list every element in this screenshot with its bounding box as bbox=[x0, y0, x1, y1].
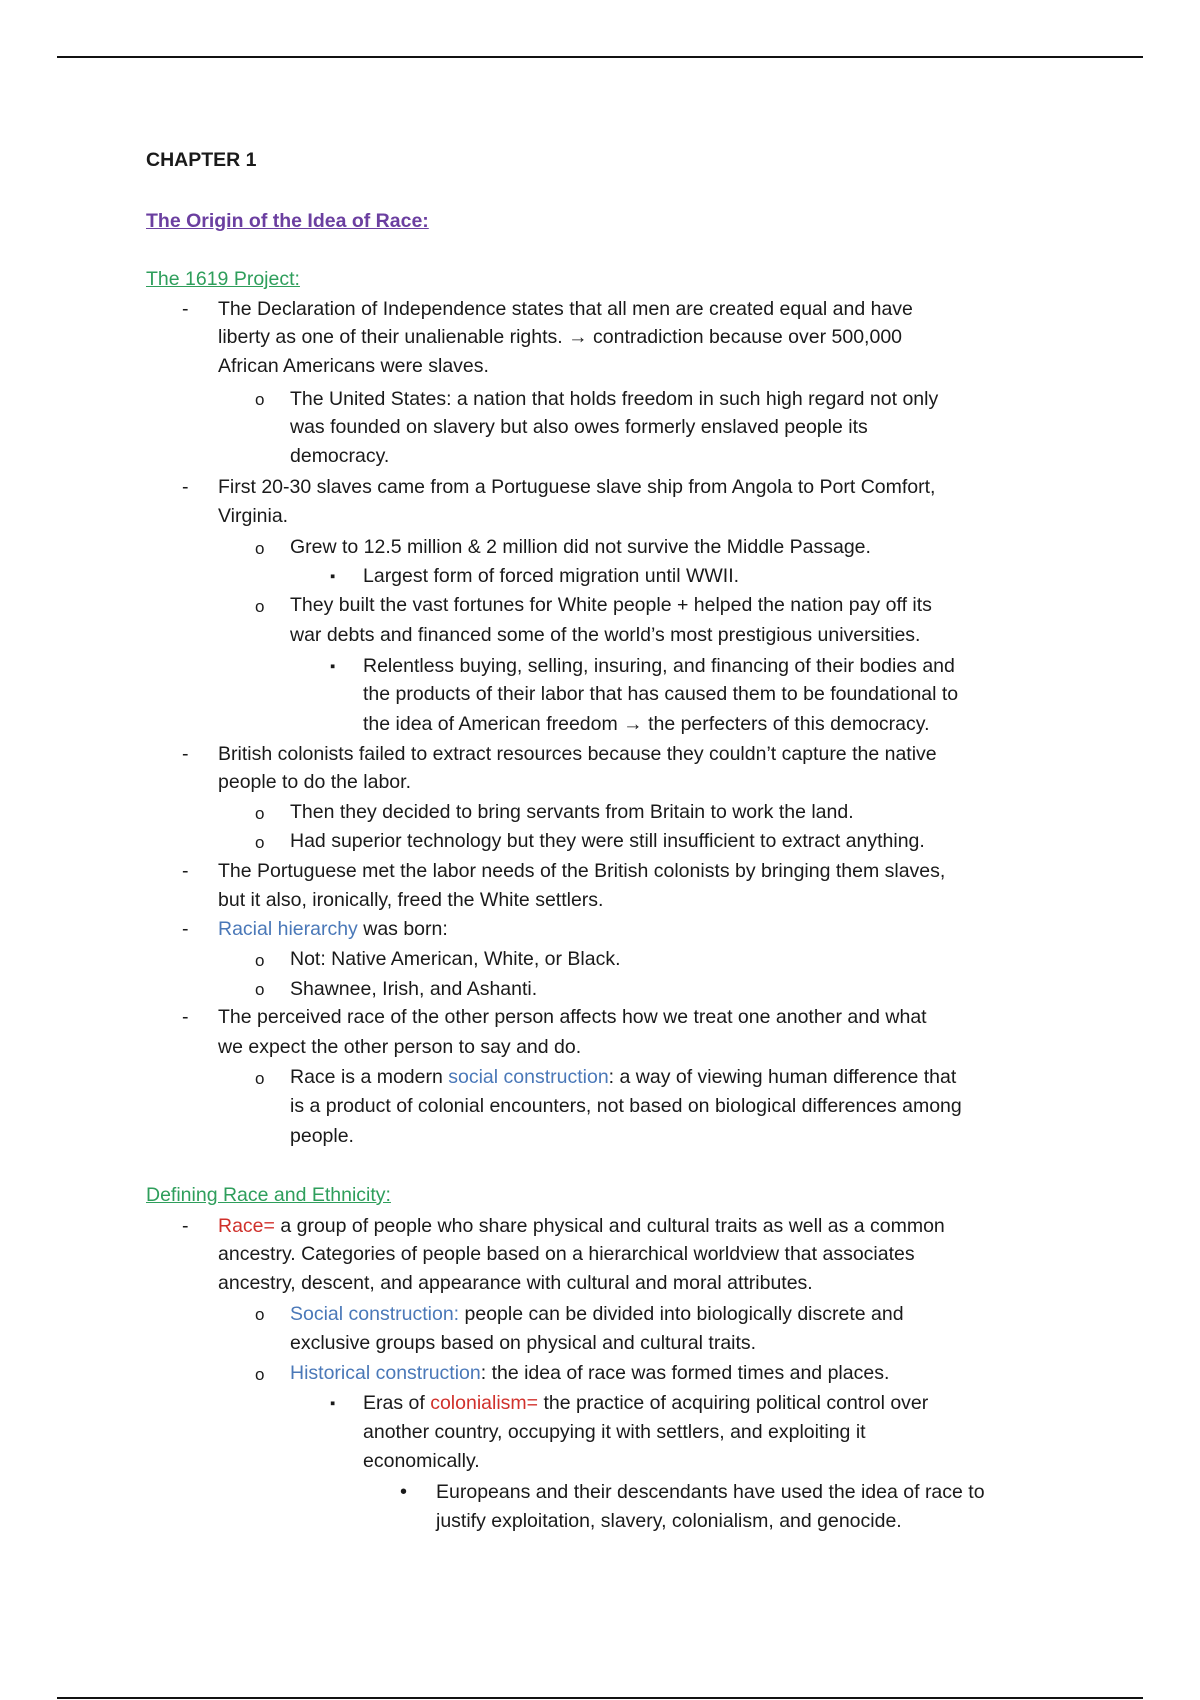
circle-bullet: o bbox=[255, 539, 265, 558]
dash-bullet: - bbox=[182, 918, 189, 940]
list-item: Largest form of forced migration until WWII. bbox=[363, 565, 740, 587]
dash-bullet: - bbox=[182, 1006, 189, 1028]
list-item: ancestry. Categories of people based on a hierarchical worldview that associates bbox=[218, 1243, 915, 1265]
term-racial-hierarchy: Racial hierarchy bbox=[218, 918, 358, 940]
list-item bbox=[290, 1063, 956, 1091]
circle-bullet: o bbox=[255, 1305, 265, 1324]
list-item: is a product of colonial encounters, not based on biological differences among bbox=[290, 1095, 962, 1117]
circle-bullet: o bbox=[255, 390, 265, 409]
circle-bullet: o bbox=[255, 980, 265, 999]
term-historical-construction: Historical construction bbox=[290, 1362, 481, 1384]
list-item: Grew to 12.5 million & 2 million did not survive the Middle Passage. bbox=[290, 536, 871, 558]
square-bullet: ▪ bbox=[330, 568, 336, 585]
list-item bbox=[363, 1389, 928, 1417]
list-item: another country, occupying it with settlers, and exploiting it bbox=[363, 1421, 866, 1443]
list-item: exclusive groups based on physical and cultural traits. bbox=[290, 1332, 757, 1354]
list-item: Shawnee, Irish, and Ashanti. bbox=[290, 978, 538, 1000]
chapter-title: CHAPTER 1 bbox=[146, 149, 257, 171]
circle-bullet: o bbox=[255, 833, 265, 852]
dash-bullet: - bbox=[182, 476, 189, 498]
term-colonialism: colonialism= bbox=[430, 1392, 539, 1414]
list-item: justify exploitation, slavery, colonialism, and genocide. bbox=[436, 1510, 902, 1532]
list-item: people. bbox=[290, 1125, 354, 1147]
list-item: war debts and financed some of the world’s most prestigious universities. bbox=[290, 624, 921, 646]
term-social-construction: Social construction: bbox=[290, 1303, 460, 1325]
dot-bullet: • bbox=[400, 1481, 408, 1503]
list-item: Virginia. bbox=[218, 505, 289, 527]
dash-bullet: - bbox=[182, 860, 189, 882]
list-item bbox=[290, 1359, 889, 1387]
list-item: ancestry, descent, and appearance with cultural and moral attributes. bbox=[218, 1272, 813, 1294]
circle-bullet: o bbox=[255, 597, 265, 616]
list-item: First 20-30 slaves came from a Portuguese slave ship from Angola to Port Comfort, bbox=[218, 476, 936, 498]
list-item: democracy. bbox=[290, 445, 390, 467]
circle-bullet: o bbox=[255, 804, 265, 823]
list-item: The Declaration of Independence states that all men are created equal and have bbox=[218, 298, 913, 320]
list-item: we expect the other person to say and do. bbox=[218, 1036, 582, 1058]
list-item: Not: Native American, White, or Black. bbox=[290, 948, 621, 970]
text-span: people can be divided into biologically discrete and bbox=[459, 1303, 904, 1325]
list-item bbox=[290, 1300, 904, 1328]
list-item: liberty as one of their unalienable rights. → contradiction because over 500,000 bbox=[218, 326, 903, 348]
circle-bullet: o bbox=[255, 951, 265, 970]
square-bullet: ▪ bbox=[330, 658, 336, 675]
text-span: : a way of viewing human difference that bbox=[608, 1066, 957, 1088]
list-item: The Portuguese met the labor needs of the British colonists by bringing them slaves, bbox=[218, 860, 946, 882]
term-social-construction: social construction bbox=[448, 1066, 609, 1088]
circle-bullet: o bbox=[255, 1365, 265, 1384]
text-span: was born: bbox=[357, 918, 448, 940]
square-bullet: ▪ bbox=[330, 1395, 336, 1412]
list-item: but it also, ironically, freed the White settlers. bbox=[218, 889, 604, 911]
list-item: African Americans were slaves. bbox=[218, 355, 489, 377]
list-item: The United States: a nation that holds freedom in such high regard not only bbox=[290, 388, 939, 410]
list-item: They built the vast fortunes for White people + helped the nation pay off its bbox=[290, 594, 932, 616]
list-item: Europeans and their descendants have used the idea of race to bbox=[436, 1481, 985, 1503]
list-item: British colonists failed to extract resources because they couldn’t capture the native bbox=[218, 743, 937, 765]
text-span: the practice of acquiring political control over bbox=[538, 1392, 929, 1414]
list-item: economically. bbox=[363, 1450, 480, 1472]
top-rule bbox=[57, 56, 1143, 58]
text-span: Race is a modern bbox=[290, 1066, 449, 1088]
text-span: a group of people who share physical and cultural traits as well as a common bbox=[274, 1215, 945, 1237]
dash-bullet: - bbox=[182, 1215, 189, 1237]
list-item: Relentless buying, selling, insuring, and financing of their bodies and bbox=[363, 655, 955, 677]
main-heading: The Origin of the Idea of Race: bbox=[146, 210, 429, 232]
text-span: : the idea of race was formed times and places. bbox=[480, 1362, 890, 1384]
list-item bbox=[218, 1212, 945, 1240]
list-item: Then they decided to bring servants from Britain to work the land. bbox=[290, 801, 854, 823]
list-item: the products of their labor that has caused them to be foundational to bbox=[363, 683, 959, 705]
list-item: the idea of American freedom → the perfecters of this democracy. bbox=[363, 713, 930, 735]
section-heading-defining-race: Defining Race and Ethnicity: bbox=[146, 1184, 391, 1206]
dash-bullet: - bbox=[182, 743, 189, 765]
list-item: Had superior technology but they were still insufficient to extract anything. bbox=[290, 830, 925, 852]
term-race: Race= bbox=[218, 1215, 275, 1237]
list-item: people to do the labor. bbox=[218, 771, 411, 793]
list-item: The perceived race of the other person affects how we treat one another and what bbox=[218, 1006, 927, 1028]
list-item bbox=[218, 915, 448, 943]
dash-bullet: - bbox=[182, 298, 189, 320]
circle-bullet: o bbox=[255, 1069, 265, 1088]
bottom-rule bbox=[57, 1697, 1143, 1699]
list-item: was founded on slavery but also owes formerly enslaved people its bbox=[290, 416, 868, 438]
text-span: Eras of bbox=[363, 1392, 431, 1414]
section-heading-1619: The 1619 Project: bbox=[146, 268, 300, 290]
